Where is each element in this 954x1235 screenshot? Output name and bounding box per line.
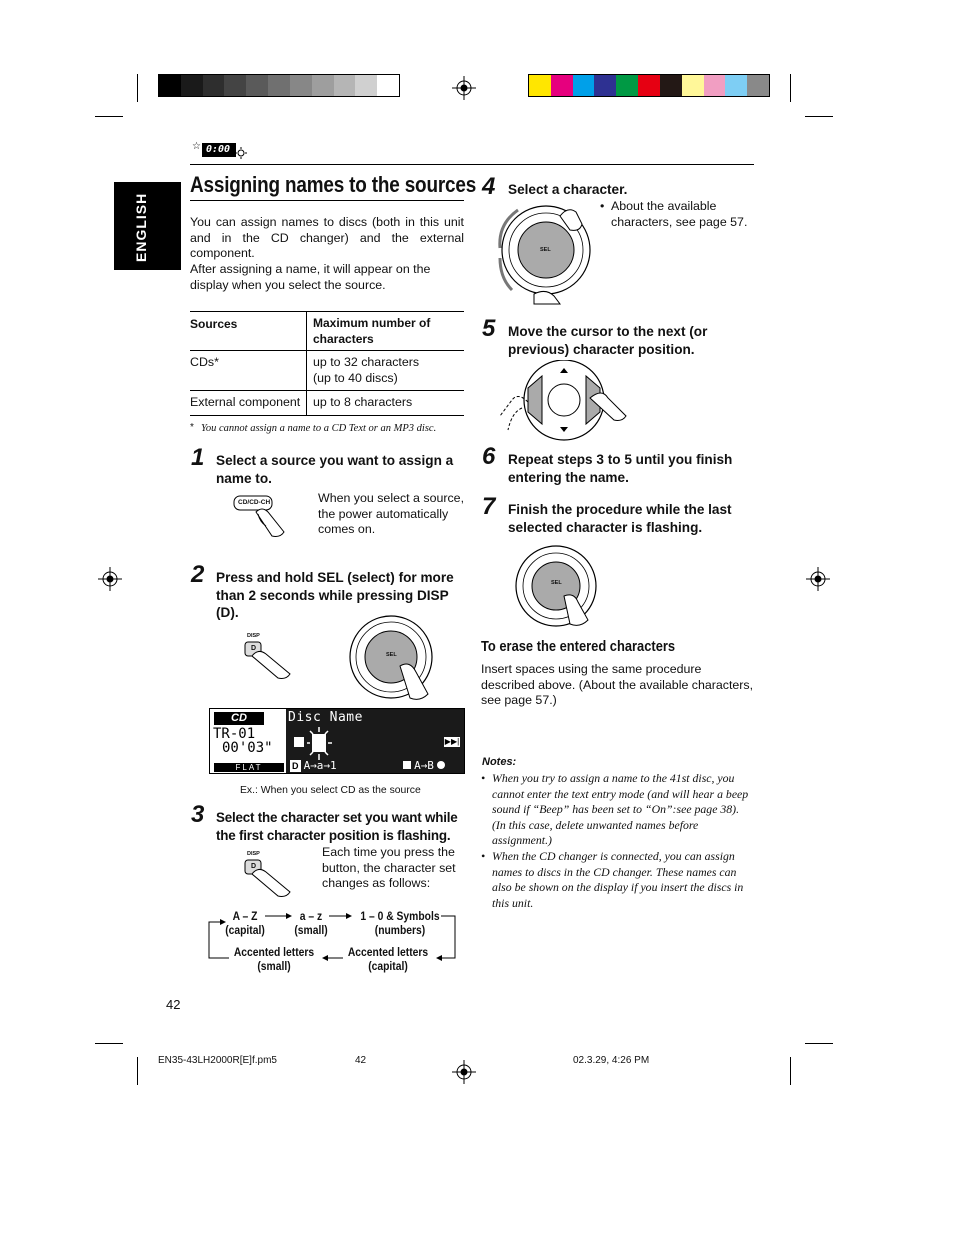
note-item — [481, 771, 753, 849]
color-bar — [528, 74, 770, 97]
language-tab-label: ENGLISH — [133, 192, 149, 262]
d-label-2: D — [251, 863, 257, 870]
gray-swatch — [159, 75, 181, 96]
gray-swatch — [268, 75, 290, 96]
direction-pad-icon — [498, 360, 634, 442]
lcd-dot-icon — [437, 761, 445, 769]
table-row — [190, 391, 464, 416]
lcd-left-mode — [290, 760, 337, 772]
bullet-dot: • — [481, 848, 486, 863]
flow-item-small: a – z (small) — [294, 909, 328, 937]
color-swatch — [704, 75, 726, 96]
table-footnote: You cannot assign a name to a CD Text or an MP3 disc. — [201, 423, 437, 434]
gray-swatch — [355, 75, 377, 96]
step-6-number: 6 — [482, 443, 496, 470]
color-swatch — [638, 75, 660, 96]
step-1-number: 1 — [191, 444, 205, 471]
note-text: When the CD changer is connected, you can assign names to discs in the CD changer. These names can also be shown on the display if you insert the discs in this unit. — [492, 848, 744, 910]
color-swatch — [529, 75, 551, 96]
disp-label-2: DISP — [247, 851, 260, 857]
registration-mark-bottom — [452, 1060, 476, 1084]
footer-timestamp: 02.3.29, 4:26 PM — [573, 1055, 650, 1066]
gray-swatch — [290, 75, 312, 96]
color-swatch — [660, 75, 682, 96]
sel-label: SEL — [386, 652, 397, 658]
gray-swatch — [312, 75, 334, 96]
lcd-source-badge: CD — [214, 712, 264, 725]
notes-heading: Notes: — [482, 756, 517, 768]
title-rule — [190, 200, 464, 201]
step-5-number: 5 — [482, 315, 496, 342]
lcd-time: 00'03" — [222, 740, 273, 756]
step-2-number: 2 — [191, 561, 205, 588]
step-5-title: Move the cursor to the next (or previous) character position. — [508, 324, 708, 357]
d-label: D — [251, 645, 257, 652]
erase-heading: To erase the entered characters — [481, 638, 676, 655]
lcd-display — [209, 708, 465, 774]
registration-mark-right — [806, 567, 830, 591]
color-swatch — [573, 75, 595, 96]
step-3-title: Select the character set you want while the first character position is flashing. — [216, 810, 458, 843]
flow-item-numbers: 1 – 0 & Symbols (numbers) — [360, 909, 440, 937]
color-swatch — [725, 75, 747, 96]
rotate-knob-icon — [490, 204, 600, 308]
table-header-max: Maximum number of characters — [307, 312, 465, 351]
svg-text:☆: ☆ — [192, 141, 201, 152]
lcd-track: TR-01 — [213, 726, 256, 742]
erase-text: Insert spaces using the same procedure described above. (About the available characters, see page 57.) — [481, 662, 754, 707]
step-4-number: 4 — [482, 173, 496, 200]
step-7-number: 7 — [482, 493, 496, 520]
gray-swatch — [377, 75, 399, 96]
note-item — [481, 849, 753, 911]
step-7-title: Finish the procedure while the last selected character is flashing. — [508, 502, 732, 535]
display-caption: Ex.: When you select CD as the source — [240, 785, 421, 796]
page-title: Assigning names to the sources — [190, 172, 477, 197]
lcd-right-mode-text: A→B — [414, 759, 434, 772]
table-cell: up to 32 characters (up to 40 discs) — [307, 351, 465, 391]
table-cell: External component — [190, 395, 301, 409]
lcd-right-mode — [403, 760, 445, 772]
sel-knob-icon — [348, 614, 438, 704]
cd-button-label: CD/CD-CH — [238, 499, 271, 506]
intro-paragraph-2: After assigning a name, it will appear on the display when you select the source. — [190, 262, 431, 292]
disp-label: DISP — [247, 633, 260, 639]
bullet-dot: • — [481, 771, 486, 785]
header-rule — [190, 164, 754, 165]
sel-label-2: SEL — [540, 247, 551, 253]
footer-file: EN35-43LH2000R[E]f.pm5 — [158, 1055, 277, 1066]
flow-item-accented-small: Accented letters (small) — [233, 945, 315, 973]
flow-item-capital: A – Z (capital) — [225, 909, 265, 937]
flow-arrows — [205, 905, 465, 977]
color-swatch — [747, 75, 769, 96]
step-3-note: Each time you press the button, the character set changes as follows: — [322, 845, 456, 890]
sel-knob-icon-2 — [512, 544, 602, 632]
lcd-flashing-cursor-icon — [294, 727, 344, 761]
color-swatch — [616, 75, 638, 96]
footer-page: 42 — [355, 1055, 367, 1066]
color-swatch — [682, 75, 704, 96]
gray-swatch — [181, 75, 203, 96]
table-cell: up to 8 characters — [307, 391, 465, 416]
gray-swatch — [224, 75, 246, 96]
sources-table — [190, 311, 464, 416]
lcd-mode-icon — [403, 761, 411, 769]
color-swatch — [551, 75, 573, 96]
clock-display-icon — [192, 140, 248, 160]
lcd-next-icon: ▶▶| — [444, 737, 460, 746]
note-text: When you try to assign a name to the 41st disc, you cannot enter the text entry mode (and will hear a beep sound if “Beep” has been set to “On”:see page 38). (In this case, delete unwanted names before assignment.) — [492, 771, 749, 848]
table-row — [190, 351, 464, 391]
disp-button-press-icon-2 — [242, 850, 294, 900]
gray-swatch — [334, 75, 356, 96]
lcd-left-mode-text: A→a→1 — [303, 759, 337, 772]
color-swatch — [594, 75, 616, 96]
step-1-title: Select a source you want to assign a name to. — [216, 453, 454, 486]
intro-paragraph-1: You can assign names to discs (both in this unit and in the CD changer) and the external component. — [190, 215, 464, 260]
step-4-title: Select a character. — [508, 182, 628, 197]
charset-flow — [205, 905, 465, 977]
notes-list — [481, 771, 753, 911]
sel-label-3: SEL — [551, 580, 562, 586]
lcd-d-icon: D — [292, 761, 299, 771]
table-header-sources: Sources — [190, 317, 238, 331]
lcd-line1: Disc Name — [288, 710, 363, 725]
gray-swatch — [203, 75, 225, 96]
gray-swatch — [246, 75, 268, 96]
step-4-bullet — [600, 199, 750, 230]
gray-scale-bar — [158, 74, 400, 97]
flow-item-accented-capital: Accented letters (capital) — [347, 945, 429, 973]
step-3-number: 3 — [191, 801, 205, 828]
registration-mark-top — [452, 76, 476, 100]
page-number: 42 — [166, 997, 181, 1012]
clock-text: 0:00 — [206, 144, 231, 155]
step-6-title: Repeat steps 3 to 5 until you finish entering the name. — [508, 452, 733, 485]
step-4-bullet-text: About the available characters, see page 57. — [611, 199, 748, 229]
registration-mark-left — [98, 567, 122, 591]
step-1-note: When you select a source, the power automatically comes on. — [318, 491, 465, 536]
lcd-eq: FLAT — [214, 763, 284, 772]
step-2-title: Press and hold SEL (select) for more than 2 seconds while pressing DISP (D). — [216, 570, 454, 620]
table-footnote-mark: * — [190, 422, 194, 433]
bullet-dot: • — [600, 199, 605, 213]
table-cell: CDs* — [190, 355, 219, 369]
